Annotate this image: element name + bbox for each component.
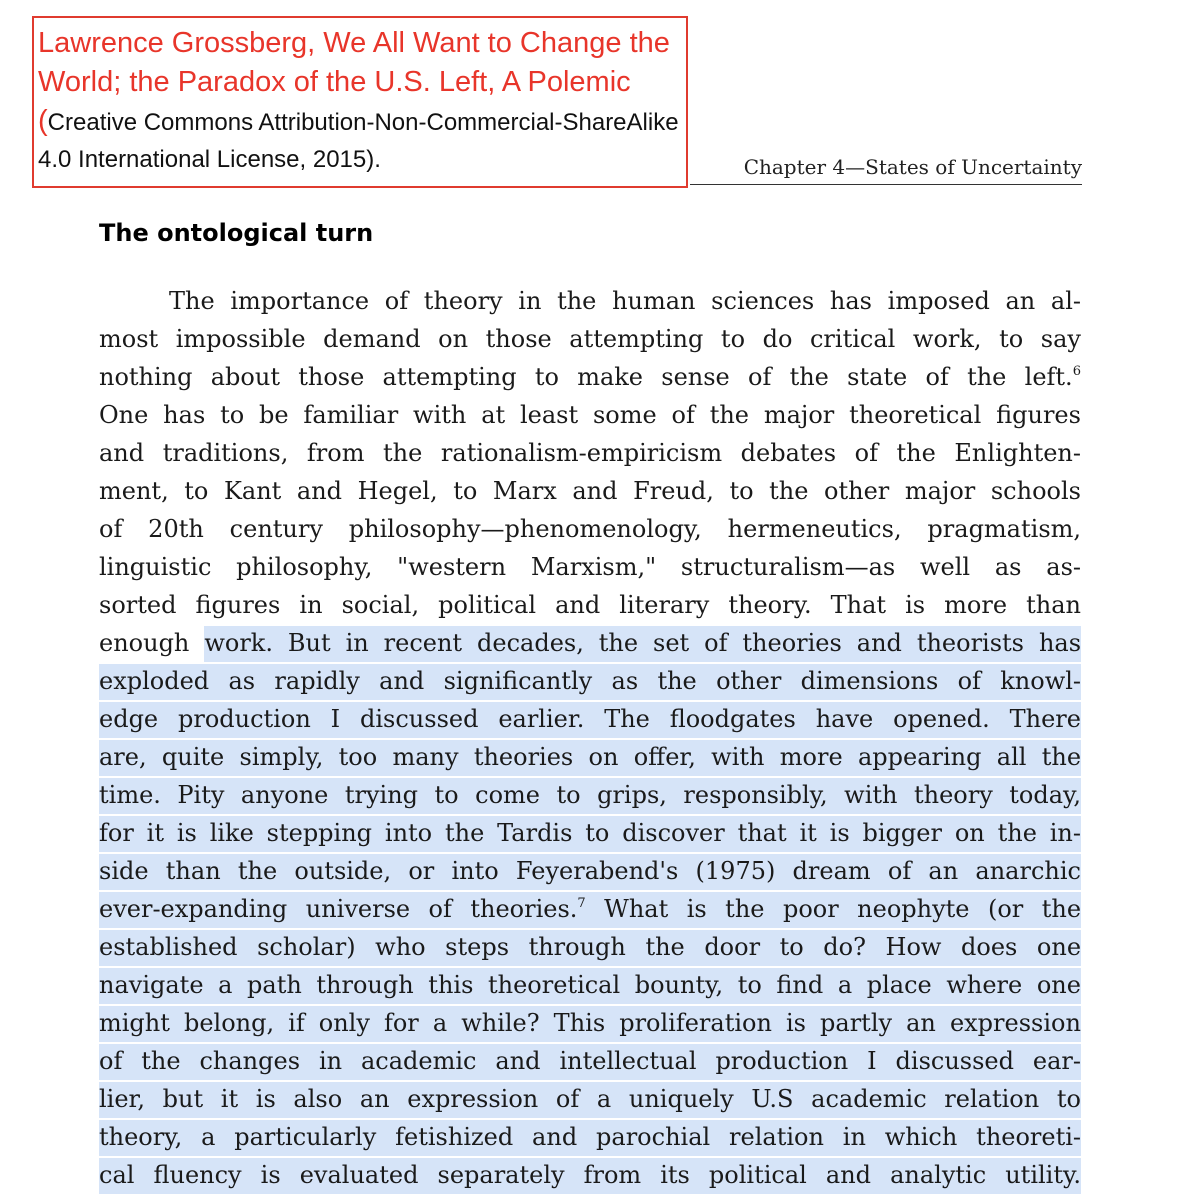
line-text: side than the outside, or into Feyerabend's (1975) dream of an anarchic: [99, 857, 1081, 885]
text-line-content: [99, 1042, 1081, 1080]
citation-title-text: Lawrence Grossberg, We All Want to Change the World; the Paradox of the U.S. Left, A Polemic (: [38, 27, 670, 137]
text-line: [99, 320, 1081, 358]
line-text: sorted figures in social, political and literary theory. That is more than: [99, 591, 1081, 619]
text-line-content: [99, 1156, 1081, 1194]
text-line-content: [99, 738, 1081, 776]
line-text: of the changes in academic and intellectual production I discussed ear-: [99, 1047, 1081, 1075]
text-line-content: [99, 814, 1081, 852]
line-text: time. Pity anyone trying to come to grips, responsibly, with theory today,: [99, 781, 1081, 809]
line-text: linguistic philosophy, "western Marxism," structuralism—as well as as-: [99, 553, 1081, 581]
running-head: Chapter 4—States of Uncertainty: [743, 155, 1082, 179]
text-line-content: [99, 890, 1081, 928]
text-line: [99, 966, 1081, 1004]
line-text: exploded as rapidly and significantly as the other dimensions of knowl-: [99, 667, 1081, 695]
text-line: [99, 1156, 1081, 1194]
text-line: [99, 1004, 1081, 1042]
text-line: [99, 890, 1081, 928]
line-text: One has to be familiar with at least some of the major theoretical figures: [99, 401, 1081, 429]
text-line: [99, 586, 1081, 624]
line-text: navigate a path through this theoretical bounty, to find a place where one: [99, 971, 1081, 999]
text-line-content: [169, 282, 1081, 320]
text-line: [99, 814, 1081, 852]
section-heading: The ontological turn: [99, 219, 374, 247]
text-line: [99, 852, 1081, 890]
footnote-marker[interactable]: 7: [577, 896, 586, 911]
text-line-content: [99, 624, 1081, 662]
text-line-content: [99, 700, 1081, 738]
line-text-continued: What is the poor neophyte (or the: [585, 895, 1081, 923]
text-line: [99, 396, 1081, 434]
text-line-content: [99, 434, 1081, 472]
text-line-content: [99, 852, 1081, 890]
text-line-content: [99, 928, 1081, 966]
text-line: [99, 700, 1081, 738]
line-text: most impossible demand on those attempting to do critical work, to say: [99, 325, 1081, 353]
text-line-content: [99, 358, 1081, 396]
text-line: [99, 624, 1081, 662]
text-line-content: [99, 548, 1081, 586]
citation-annotation-box: [32, 16, 688, 188]
line-text: nothing about those attempting to make sense of the state of the left.: [99, 363, 1073, 391]
text-line: [99, 358, 1081, 396]
text-line: [99, 928, 1081, 966]
text-line: [99, 282, 1081, 320]
line-text: The importance of theory in the human sciences has imposed an al-: [169, 287, 1081, 315]
text-line: [99, 472, 1081, 510]
line-text: lier, but it is also an expression of a uniquely U.S academic relation to: [99, 1085, 1081, 1113]
line-text: enough work. But in recent decades, the set of theories and theorists has: [99, 629, 1081, 657]
text-line: [99, 548, 1081, 586]
text-line-content: [99, 662, 1081, 700]
line-text: ever-expanding universe of theories.: [99, 895, 578, 923]
text-line-content: [99, 472, 1081, 510]
line-text: cal fluency is evaluated separately from its political and analytic utility.: [99, 1161, 1081, 1189]
text-line: [99, 738, 1081, 776]
line-text: theory, a particularly fetishized and parochial relation in which theoreti-: [99, 1123, 1081, 1151]
text-line-content: [99, 510, 1081, 548]
line-text: ment, to Kant and Hegel, to Marx and Freud, to the other major schools: [99, 477, 1081, 505]
text-line: [99, 1118, 1081, 1156]
text-line-content: [99, 1004, 1081, 1042]
text-line: [99, 1080, 1081, 1118]
line-text: edge production I discussed earlier. The floodgates have opened. There: [99, 705, 1081, 733]
text-line-content: [99, 966, 1081, 1004]
line-text: established scholar) who steps through the door to do? How does one: [99, 933, 1081, 961]
text-line: [99, 662, 1081, 700]
body-paragraph: [99, 282, 1081, 1194]
footnote-marker[interactable]: 6: [1072, 364, 1081, 379]
text-line-content: [99, 396, 1081, 434]
citation-license-text: Creative Commons Attribution-Non-Commercial-ShareAlike 4.0 International License, 2015).: [38, 109, 679, 173]
text-line-content: [99, 320, 1081, 358]
text-line-content: [99, 586, 1081, 624]
text-line: [99, 776, 1081, 814]
text-line: [99, 510, 1081, 548]
line-text: of 20th century philosophy—phenomenology, hermeneutics, pragmatism,: [99, 515, 1081, 543]
text-line-content: [99, 776, 1081, 814]
line-text: for it is like stepping into the Tardis to discover that it is bigger on the in-: [99, 819, 1081, 847]
text-line: [99, 1042, 1081, 1080]
line-text: are, quite simply, too many theories on offer, with more appearing all the: [99, 743, 1081, 771]
text-line-content: [99, 1118, 1081, 1156]
running-head-rule: [690, 184, 1082, 185]
line-text: might belong, if only for a while? This proliferation is partly an expression: [99, 1009, 1081, 1037]
line-text: and traditions, from the rationalism-empiricism debates of the Enlighten-: [99, 439, 1081, 467]
text-line-content: [99, 1080, 1081, 1118]
text-line: [99, 434, 1081, 472]
